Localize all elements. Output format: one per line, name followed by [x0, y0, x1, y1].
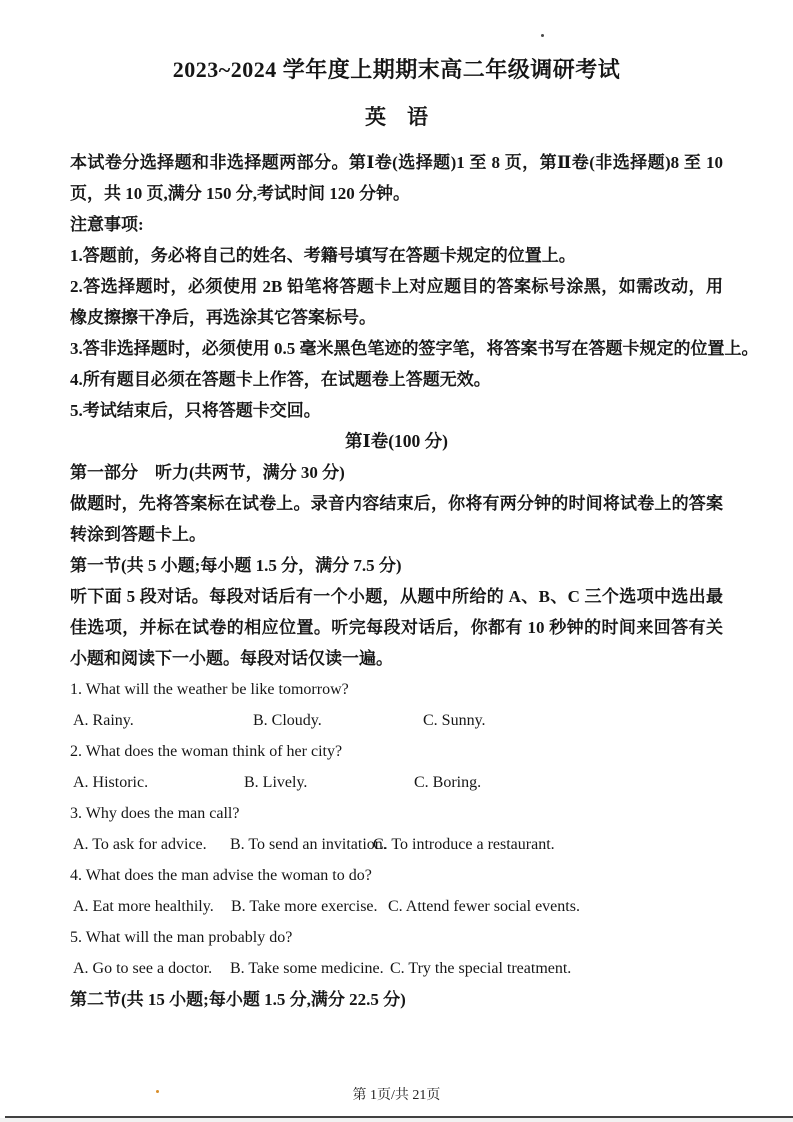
subject-title: 英 语	[365, 105, 428, 129]
question-2	[70, 736, 723, 798]
question-text: 5. What will the man probably do?	[70, 929, 293, 946]
question-text: 2. What does the woman think of her city?	[70, 743, 343, 760]
volume1-heading: 第Ⅰ卷(100 分)	[345, 431, 448, 451]
section1-heading: 第一节(共 5 小题;每小题 1.5 分，满分 7.5 分)	[70, 556, 402, 575]
part1-heading: 第一部分 听力(共两节，满分 30 分)	[70, 463, 345, 482]
option-c: C. Sunny.	[423, 712, 486, 729]
question-3	[70, 798, 723, 860]
option-a: A. Rainy.	[73, 712, 134, 729]
question-5	[70, 922, 723, 984]
question-options	[70, 767, 723, 798]
page-number: 第 1页/共 21页	[352, 1088, 441, 1103]
notice-item-5: 5.考试结束后，只将答题卡交回。	[70, 401, 321, 420]
option-c: C. Boring.	[414, 774, 482, 791]
notice-item-1: 1.答题前，务必将自己的姓名、考籍号填写在答题卡规定的位置上。	[70, 246, 576, 265]
section1-instructions: 听下面 5 段对话。每段对话后有一个小题，从题中所给的 A、B、C 三个选项中选出最佳选项，并标在试卷的相应位置。听完每段对话后，你都有 10 秒钟的时间来回答有关小题和阅读下一小题。每段对话仅读一遍。	[70, 587, 723, 668]
question-1	[70, 674, 723, 736]
option-a: A. To ask for advice.	[73, 836, 207, 853]
bottom-edge	[0, 1118, 793, 1122]
notice-item-2: 2.答选择题时，必须使用 2B 铅笔将答题卡上对应题目的答案标号涂黑，如需改动，用橡皮擦擦干净后，再选涂其它答案标号。	[70, 277, 723, 327]
question-options	[70, 953, 723, 984]
intro-paragraph: 本试卷分选择题和非选择题两部分。第Ⅰ卷(选择题)1 至 8 页，第Ⅱ卷(非选择题)8 至 10 页，共 10 页,满分 150 分,考试时间 120 分钟。	[70, 153, 723, 203]
question-options	[70, 891, 723, 922]
option-c: C. To introduce a restaurant.	[373, 836, 555, 853]
option-a: A. Historic.	[73, 774, 149, 791]
option-b: B. Take some medicine.	[230, 960, 384, 977]
scan-speck-orange-icon	[156, 1090, 159, 1093]
notice-heading: 注意事项:	[70, 215, 144, 234]
option-b: B. Cloudy.	[253, 712, 322, 729]
option-b: B. Lively.	[244, 774, 308, 791]
question-4	[70, 860, 723, 922]
question-options	[70, 829, 723, 860]
section2-heading: 第二节(共 15 小题;每小题 1.5 分,满分 22.5 分)	[70, 990, 406, 1009]
option-a: A. Eat more healthily.	[73, 898, 214, 915]
question-options	[70, 705, 723, 736]
question-text: 3. Why does the man call?	[70, 805, 240, 822]
question-text: 1. What will the weather be like tomorrow?	[70, 681, 349, 698]
option-b: B. Take more exercise.	[231, 898, 378, 915]
question-text: 4. What does the man advise the woman to do?	[70, 867, 372, 884]
notice-item-4: 4.所有题目必须在答题卡上作答，在试题卷上答题无效。	[70, 370, 491, 389]
option-c: C. Attend fewer social events.	[388, 898, 580, 915]
exam-body	[70, 147, 759, 1015]
notice-item-3: 3.答非选择题时，必须使用 0.5 毫米黑色笔迹的签字笔，将答案书写在答题卡规定的位置上。	[70, 339, 759, 358]
listening-note: 做题时，先将答案标在试卷上。录音内容结束后，你将有两分钟的时间将试卷上的答案转涂到答题卡上。	[70, 494, 723, 544]
page-title: 2023~2024 学年度上期期末高二年级调研考试	[172, 57, 621, 82]
option-a: A. Go to see a doctor.	[73, 960, 213, 977]
option-b: B. To send an invitation.	[230, 836, 387, 853]
option-c: C. Try the special treatment.	[390, 960, 572, 977]
scan-speck-icon	[541, 34, 544, 37]
